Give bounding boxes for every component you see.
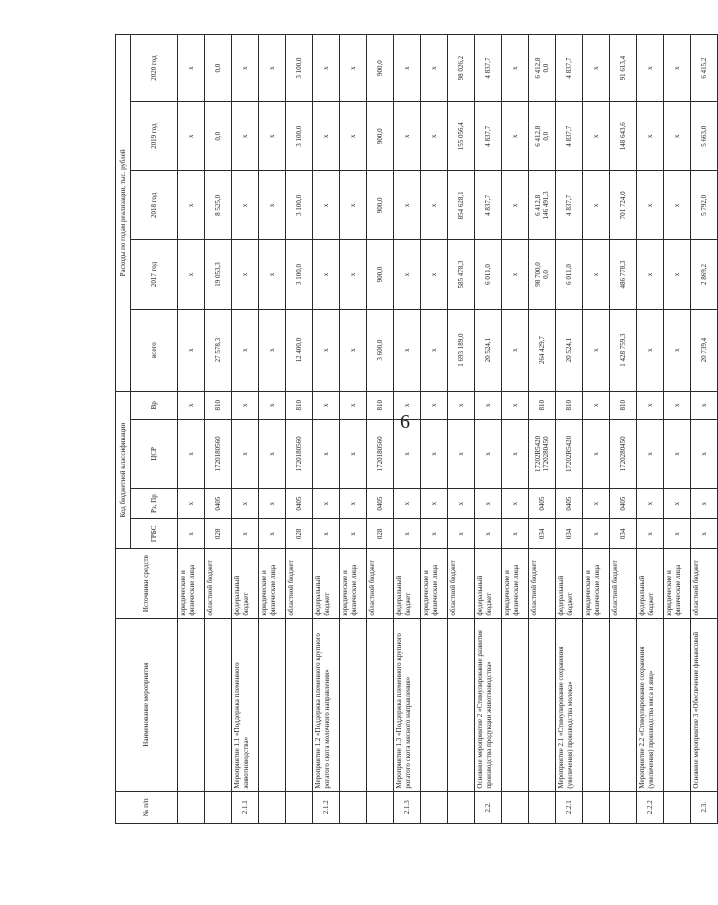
row-num-cell [205,791,232,823]
header-num: № п/п [116,791,178,823]
rzpr-cell: 0405 [205,489,232,519]
grbs-cell: 028 [286,519,313,549]
table-row [583,35,610,824]
vr-cell: x [421,391,448,419]
header-2017: 2017 год [131,240,178,309]
total-cell: x [178,309,205,391]
y2017-cell: x [313,240,340,309]
rzpr-cell: x [691,489,718,519]
y2019-cell: x [340,102,367,171]
vr-cell: 810 [529,391,556,419]
y2020-cell: x [421,35,448,102]
row-name-cell [664,618,691,791]
row-name-cell: Мероприятие 1.1 «Поддержка племенного животноводства» [232,618,259,791]
csr-cell: 1720180560 [367,419,394,488]
y2018-cell: x [232,171,259,240]
csr-cell: x [313,419,340,488]
y2018-cell: x [178,171,205,240]
source-cell: юридические и физические лица [664,549,691,618]
row-name-cell: Мероприятие 1.3 «Поддержка племенного крупного рогатого скота мясного направления» [394,618,421,791]
rzpr-cell: 0405 [286,489,313,519]
y2018-cell: 8 525,0 [205,171,232,240]
y2018-cell: x [664,171,691,240]
y2018-cell: x [340,171,367,240]
y2020-cell: x [502,35,529,102]
vr-cell: 810 [556,391,583,419]
vr-cell: x [448,391,475,419]
table-row [664,35,691,824]
total-cell: x [232,309,259,391]
y2017-cell: x [232,240,259,309]
y2019-cell: x [394,102,421,171]
grbs-cell: x [313,519,340,549]
row-num-cell [178,791,205,823]
rzpr-cell: x [475,489,502,519]
budget-table [115,34,718,824]
total-cell: x [637,309,664,391]
csr-cell: x [259,419,286,488]
total-cell: 20 524,1 [475,309,502,391]
csr-cell: x [502,419,529,488]
csr-cell: 1720280450 [610,419,637,488]
grbs-cell: x [637,519,664,549]
header-grbs: ГРБС [131,519,178,549]
y2018-cell: x [313,171,340,240]
row-num-cell: 2.1.2 [313,791,340,823]
y2019-cell: x [313,102,340,171]
table-row [286,35,313,824]
y2019-cell: 4 837,7 [475,102,502,171]
row-num-cell [664,791,691,823]
y2019-cell: 148 643,6 [610,102,637,171]
row-num-cell [286,791,313,823]
row-name-cell [583,618,610,791]
grbs-cell: 028 [367,519,394,549]
y2017-cell: x [340,240,367,309]
y2020-cell: 6 412,8 0,0 [529,35,556,102]
csr-cell: x [340,419,367,488]
source-cell: юридические и физические лица [583,549,610,618]
table-row [502,35,529,824]
y2018-cell: 900,0 [367,171,394,240]
y2019-cell: x [583,102,610,171]
rzpr-cell: x [232,489,259,519]
table-row [367,35,394,824]
table-row [448,35,475,824]
row-name-cell [178,618,205,791]
row-name-cell: Основное мероприятие 2 «Стимулирование развития производства продукции животноводства» [475,618,502,791]
row-num-cell: 2.1.1 [232,791,259,823]
header-2020: 2020 год [131,35,178,102]
vr-cell: x [232,391,259,419]
table-row [205,35,232,824]
y2017-cell: x [259,240,286,309]
y2020-cell: 4 837,7 [475,35,502,102]
row-name-cell [529,618,556,791]
y2018-cell: x [502,171,529,240]
rzpr-cell: x [583,489,610,519]
y2018-cell: 701 724,0 [610,171,637,240]
total-cell: x [259,309,286,391]
y2018-cell: 5 792,0 [691,171,718,240]
y2020-cell: 98 026,2 [448,35,475,102]
table-row [313,35,340,824]
header-2018: 2018 год [131,171,178,240]
header-vr: Вр [131,391,178,419]
y2018-cell: x [637,171,664,240]
y2019-cell: 3 100,0 [286,102,313,171]
y2019-cell: x [259,102,286,171]
table-row [610,35,637,824]
csr-cell: x [664,419,691,488]
y2019-cell: 900,0 [367,102,394,171]
grbs-cell: x [178,519,205,549]
grbs-cell: 034 [556,519,583,549]
y2017-cell: 3 100,0 [286,240,313,309]
y2020-cell: x [583,35,610,102]
grbs-cell: x [448,519,475,549]
source-cell: областной бюджет [205,549,232,618]
total-cell: 1 428 759,3 [610,309,637,391]
y2017-cell: 98 700,0 0,0 [529,240,556,309]
grbs-cell: x [340,519,367,549]
grbs-cell: 034 [529,519,556,549]
rzpr-cell: x [394,489,421,519]
page-number: 6 [400,411,410,433]
source-cell: областной бюджет [286,549,313,618]
y2019-cell: x [664,102,691,171]
row-name-cell [286,618,313,791]
y2018-cell: 4 837,7 [475,171,502,240]
row-name-cell [340,618,367,791]
csr-cell: x [637,419,664,488]
vr-cell: x [475,391,502,419]
csr-cell: 17202R5420 1720280450 [529,419,556,488]
rzpr-cell: x [448,489,475,519]
row-num-cell: 2.1.3 [394,791,421,823]
source-cell: юридические и физические лица [421,549,448,618]
grbs-cell: 034 [610,519,637,549]
header-rzpr: Рз, Пр [131,489,178,519]
y2017-cell: x [637,240,664,309]
row-num-cell [367,791,394,823]
rzpr-cell: 0405 [556,489,583,519]
y2020-cell: 900,0 [367,35,394,102]
csr-cell: x [475,419,502,488]
rzpr-cell: x [502,489,529,519]
row-num-cell: 2.3. [691,791,718,823]
y2017-cell: x [421,240,448,309]
total-cell: x [502,309,529,391]
y2018-cell: 854 628,1 [448,171,475,240]
grbs-cell: x [502,519,529,549]
source-cell: федеральный бюджет [313,549,340,618]
vr-cell: 810 [205,391,232,419]
y2020-cell: x [259,35,286,102]
y2020-cell: 6 415,2 [691,35,718,102]
rzpr-cell: 0405 [529,489,556,519]
y2017-cell: 19 053,3 [205,240,232,309]
y2020-cell: x [340,35,367,102]
row-name-cell [502,618,529,791]
y2019-cell: 6 412,8 0,0 [529,102,556,171]
vr-cell: x [664,391,691,419]
table-row [421,35,448,824]
row-name-cell [259,618,286,791]
y2017-cell: 585 478,3 [448,240,475,309]
grbs-cell: x [421,519,448,549]
vr-cell: 810 [367,391,394,419]
row-name-cell: Мероприятие 2.1 «Стимулирование сохранения (увеличения) производства молока» [556,618,583,791]
table-row [691,35,718,824]
csr-cell: x [394,419,421,488]
y2020-cell: x [394,35,421,102]
csr-cell: 17202R5420 [556,419,583,488]
y2017-cell: x [583,240,610,309]
rzpr-cell: x [664,489,691,519]
total-cell: x [313,309,340,391]
row-num-cell [529,791,556,823]
y2017-cell: 486 778,3 [610,240,637,309]
total-cell: 1 693 189,0 [448,309,475,391]
total-cell: 264 429,7 [529,309,556,391]
y2020-cell: 3 100,0 [286,35,313,102]
rzpr-cell: x [340,489,367,519]
table-row [232,35,259,824]
vr-cell: x [502,391,529,419]
y2019-cell: 5 663,0 [691,102,718,171]
grbs-cell: 028 [205,519,232,549]
budget-table-rotated [115,34,708,824]
vr-cell: x [178,391,205,419]
row-num-cell [610,791,637,823]
vr-cell: x [637,391,664,419]
table-body [178,35,718,824]
y2019-cell: x [502,102,529,171]
total-cell: x [664,309,691,391]
y2020-cell: x [178,35,205,102]
y2017-cell: x [502,240,529,309]
y2018-cell: 3 100,0 [286,171,313,240]
grbs-cell: x [394,519,421,549]
y2017-cell: x [394,240,421,309]
csr-cell: x [691,419,718,488]
source-cell: федеральный бюджет [637,549,664,618]
table-row [340,35,367,824]
csr-cell: 1720180560 [205,419,232,488]
grbs-cell: x [664,519,691,549]
table-row [637,35,664,824]
vr-cell: x [340,391,367,419]
vr-cell: x [583,391,610,419]
rzpr-cell: x [259,489,286,519]
header-2019: 2019 год [131,102,178,171]
y2020-cell: 4 837,7 [556,35,583,102]
source-cell: федеральный бюджет [556,549,583,618]
y2018-cell: 6 412,8 146 491,3 [529,171,556,240]
total-cell: 20 739,4 [691,309,718,391]
table-row [556,35,583,824]
vr-cell: 810 [610,391,637,419]
table-row [475,35,502,824]
rzpr-cell: x [421,489,448,519]
table-row [394,35,421,824]
y2020-cell: x [664,35,691,102]
source-cell: областной бюджет [367,549,394,618]
grbs-cell: x [232,519,259,549]
grbs-cell: x [475,519,502,549]
csr-cell: x [232,419,259,488]
y2019-cell: 155 056,4 [448,102,475,171]
row-name-cell: Основное мероприятие 3 «Обеспечение финансовой [691,618,718,791]
row-num-cell [448,791,475,823]
y2020-cell: 91 613,4 [610,35,637,102]
header-expenses-group: Расходы по годам реализации, тыс. рублей [116,35,131,392]
rzpr-cell: x [313,489,340,519]
y2019-cell: 0,0 [205,102,232,171]
rzpr-cell: x [178,489,205,519]
source-cell: юридические и физические лица [502,549,529,618]
y2018-cell: x [421,171,448,240]
grbs-cell: x [259,519,286,549]
total-cell: 12 400,0 [286,309,313,391]
y2020-cell: x [232,35,259,102]
csr-cell: x [178,419,205,488]
csr-cell: x [583,419,610,488]
y2017-cell: 900,0 [367,240,394,309]
total-cell: x [583,309,610,391]
y2019-cell: x [178,102,205,171]
source-cell: областной бюджет [691,549,718,618]
header-csr: ЦСР [131,419,178,488]
row-num-cell [583,791,610,823]
header-code-group: Код бюджетной классификации [116,391,131,549]
rzpr-cell: 0405 [610,489,637,519]
row-name-cell: Мероприятие 2.2 «Стимулирование сохранения (увеличения) производства мяса и яиц» [637,618,664,791]
vr-cell: x [313,391,340,419]
grbs-cell: x [583,519,610,549]
csr-cell: x [421,419,448,488]
y2019-cell: x [232,102,259,171]
total-cell: x [394,309,421,391]
y2018-cell: x [259,171,286,240]
y2020-cell: x [637,35,664,102]
vr-cell: 810 [286,391,313,419]
y2017-cell: x [178,240,205,309]
row-name-cell [367,618,394,791]
header-source: Источники средств [116,549,178,618]
total-cell: 20 524,1 [556,309,583,391]
header-name: Наименование мероприятия [116,618,178,791]
y2019-cell: x [637,102,664,171]
source-cell: областной бюджет [448,549,475,618]
grbs-cell: x [691,519,718,549]
y2020-cell: x [313,35,340,102]
source-cell: областной бюджет [610,549,637,618]
table-row [178,35,205,824]
row-num-cell [502,791,529,823]
csr-cell: x [448,419,475,488]
row-name-cell [205,618,232,791]
y2017-cell: 6 011,0 [475,240,502,309]
csr-cell: 1720180560 [286,419,313,488]
source-cell: федеральный бюджет [232,549,259,618]
total-cell: x [421,309,448,391]
y2018-cell: x [583,171,610,240]
row-name-cell [448,618,475,791]
y2019-cell: x [421,102,448,171]
row-name-cell [421,618,448,791]
source-cell: юридические и физические лица [340,549,367,618]
y2018-cell: x [394,171,421,240]
rzpr-cell: x [637,489,664,519]
vr-cell: x [394,391,421,419]
vr-cell: x [691,391,718,419]
source-cell: федеральный бюджет [394,549,421,618]
source-cell: федеральный бюджет [475,549,502,618]
row-name-cell: Мероприятие 1.2 «Поддержка племенного крупного рогатого скота молочного направления» [313,618,340,791]
table-row [529,35,556,824]
source-cell: областной бюджет [529,549,556,618]
row-num-cell: 2.2.2 [637,791,664,823]
vr-cell: x [259,391,286,419]
row-num-cell: 2.2. [475,791,502,823]
rzpr-cell: 0405 [367,489,394,519]
total-cell: 3 600,0 [367,309,394,391]
source-cell: юридические и физические лица [259,549,286,618]
y2018-cell: 4 837,7 [556,171,583,240]
y2017-cell: 6 011,0 [556,240,583,309]
y2020-cell: 0,0 [205,35,232,102]
row-num-cell [421,791,448,823]
row-num-cell: 2.2.1 [556,791,583,823]
total-cell: 27 578,3 [205,309,232,391]
table-row [259,35,286,824]
y2017-cell: 2 869,2 [691,240,718,309]
row-name-cell [610,618,637,791]
row-num-cell [340,791,367,823]
y2019-cell: 4 837,7 [556,102,583,171]
row-num-cell [259,791,286,823]
y2017-cell: x [664,240,691,309]
total-cell: x [340,309,367,391]
source-cell: юридические и физические лица [178,549,205,618]
header-total: всего [131,309,178,391]
